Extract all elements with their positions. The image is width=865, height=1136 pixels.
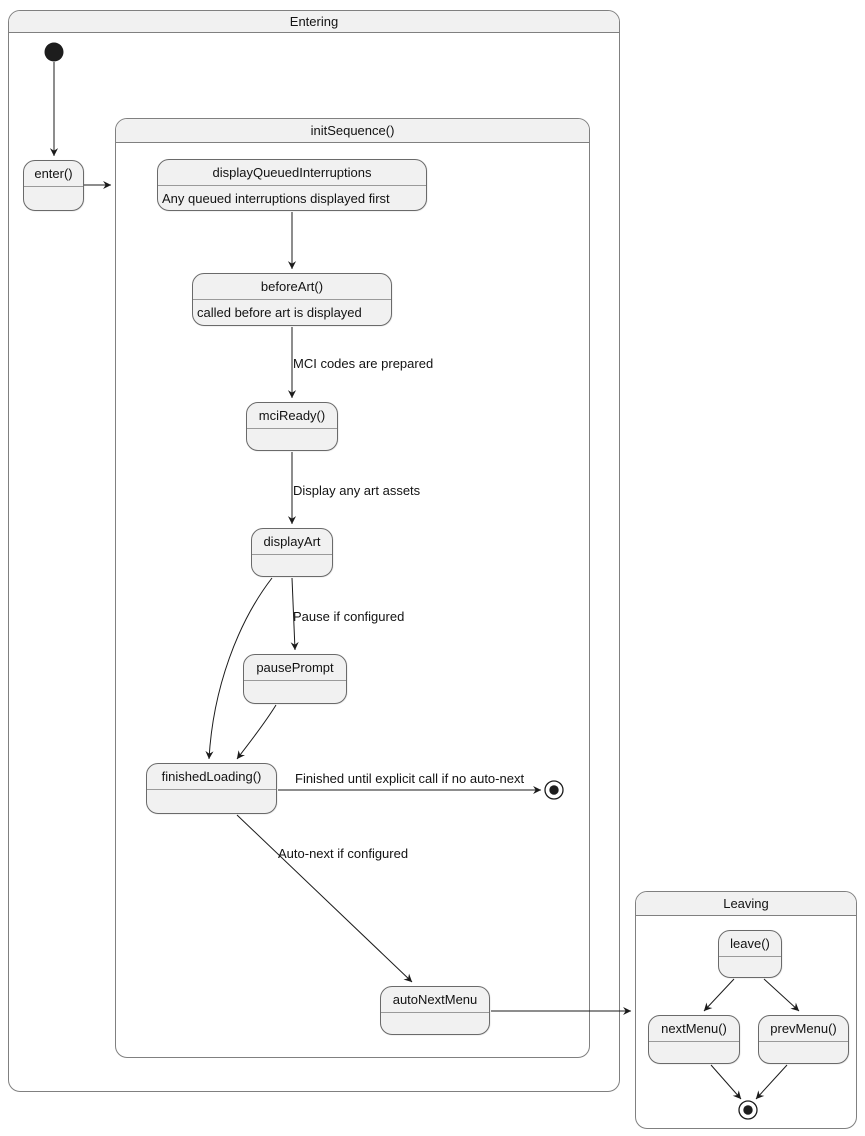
composite-state-leaving: [635, 891, 857, 1129]
transition-label-finished-no-auto-next: Finished until explicit call if no auto-next: [295, 771, 525, 786]
state-auto-next-menu-body: [381, 1013, 489, 1034]
state-pause-prompt: [243, 654, 347, 704]
state-before-art: [192, 273, 392, 326]
state-display-queued-interruptions-title: displayQueuedInterruptions: [158, 160, 426, 186]
transition-label-pause-if-configured: Pause if configured: [293, 609, 405, 624]
state-mci-ready: [246, 402, 338, 451]
state-next-menu-title: nextMenu(): [649, 1016, 739, 1042]
composite-state-entering-title: Entering: [9, 11, 619, 33]
state-mci-ready-title: mciReady(): [247, 403, 337, 429]
transition-label-mci-prepared: MCI codes are prepared: [293, 356, 434, 371]
state-prev-menu-body: [759, 1042, 848, 1063]
state-finished-loading-body: [147, 790, 276, 813]
transition-label-auto-next-if-configured: Auto-next if configured: [278, 846, 409, 861]
state-mci-ready-body: [247, 429, 337, 450]
state-auto-next-menu-title: autoNextMenu: [381, 987, 489, 1013]
state-next-menu-body: [649, 1042, 739, 1063]
composite-state-init-sequence-title: initSequence(): [116, 119, 589, 143]
state-display-queued-interruptions: [157, 159, 427, 211]
state-leave: [718, 930, 782, 978]
state-finished-loading-title: finishedLoading(): [147, 764, 276, 790]
state-prev-menu-title: prevMenu(): [759, 1016, 848, 1042]
state-enter-title: enter(): [24, 161, 83, 187]
state-finished-loading: [146, 763, 277, 814]
state-display-queued-interruptions-description: Any queued interruptions displayed first: [162, 190, 390, 206]
state-pause-prompt-title: pausePrompt: [244, 655, 346, 681]
state-leave-title: leave(): [719, 931, 781, 957]
composite-state-leaving-title: Leaving: [636, 892, 856, 916]
state-leave-body: [719, 957, 781, 977]
state-display-art-title: displayArt: [252, 529, 332, 555]
transition-label-display-art-assets: Display any art assets: [293, 483, 421, 498]
state-prev-menu: [758, 1015, 849, 1064]
state-display-art-body: [252, 555, 332, 576]
state-pause-prompt-body: [244, 681, 346, 703]
state-before-art-title: beforeArt(): [193, 274, 391, 300]
state-auto-next-menu: [380, 986, 490, 1035]
state-enter: [23, 160, 84, 211]
state-display-art: [251, 528, 333, 577]
state-enter-body: [24, 187, 83, 210]
state-next-menu: [648, 1015, 740, 1064]
composite-state-init-sequence: [115, 118, 590, 1058]
state-before-art-description: called before art is displayed: [197, 305, 362, 320]
